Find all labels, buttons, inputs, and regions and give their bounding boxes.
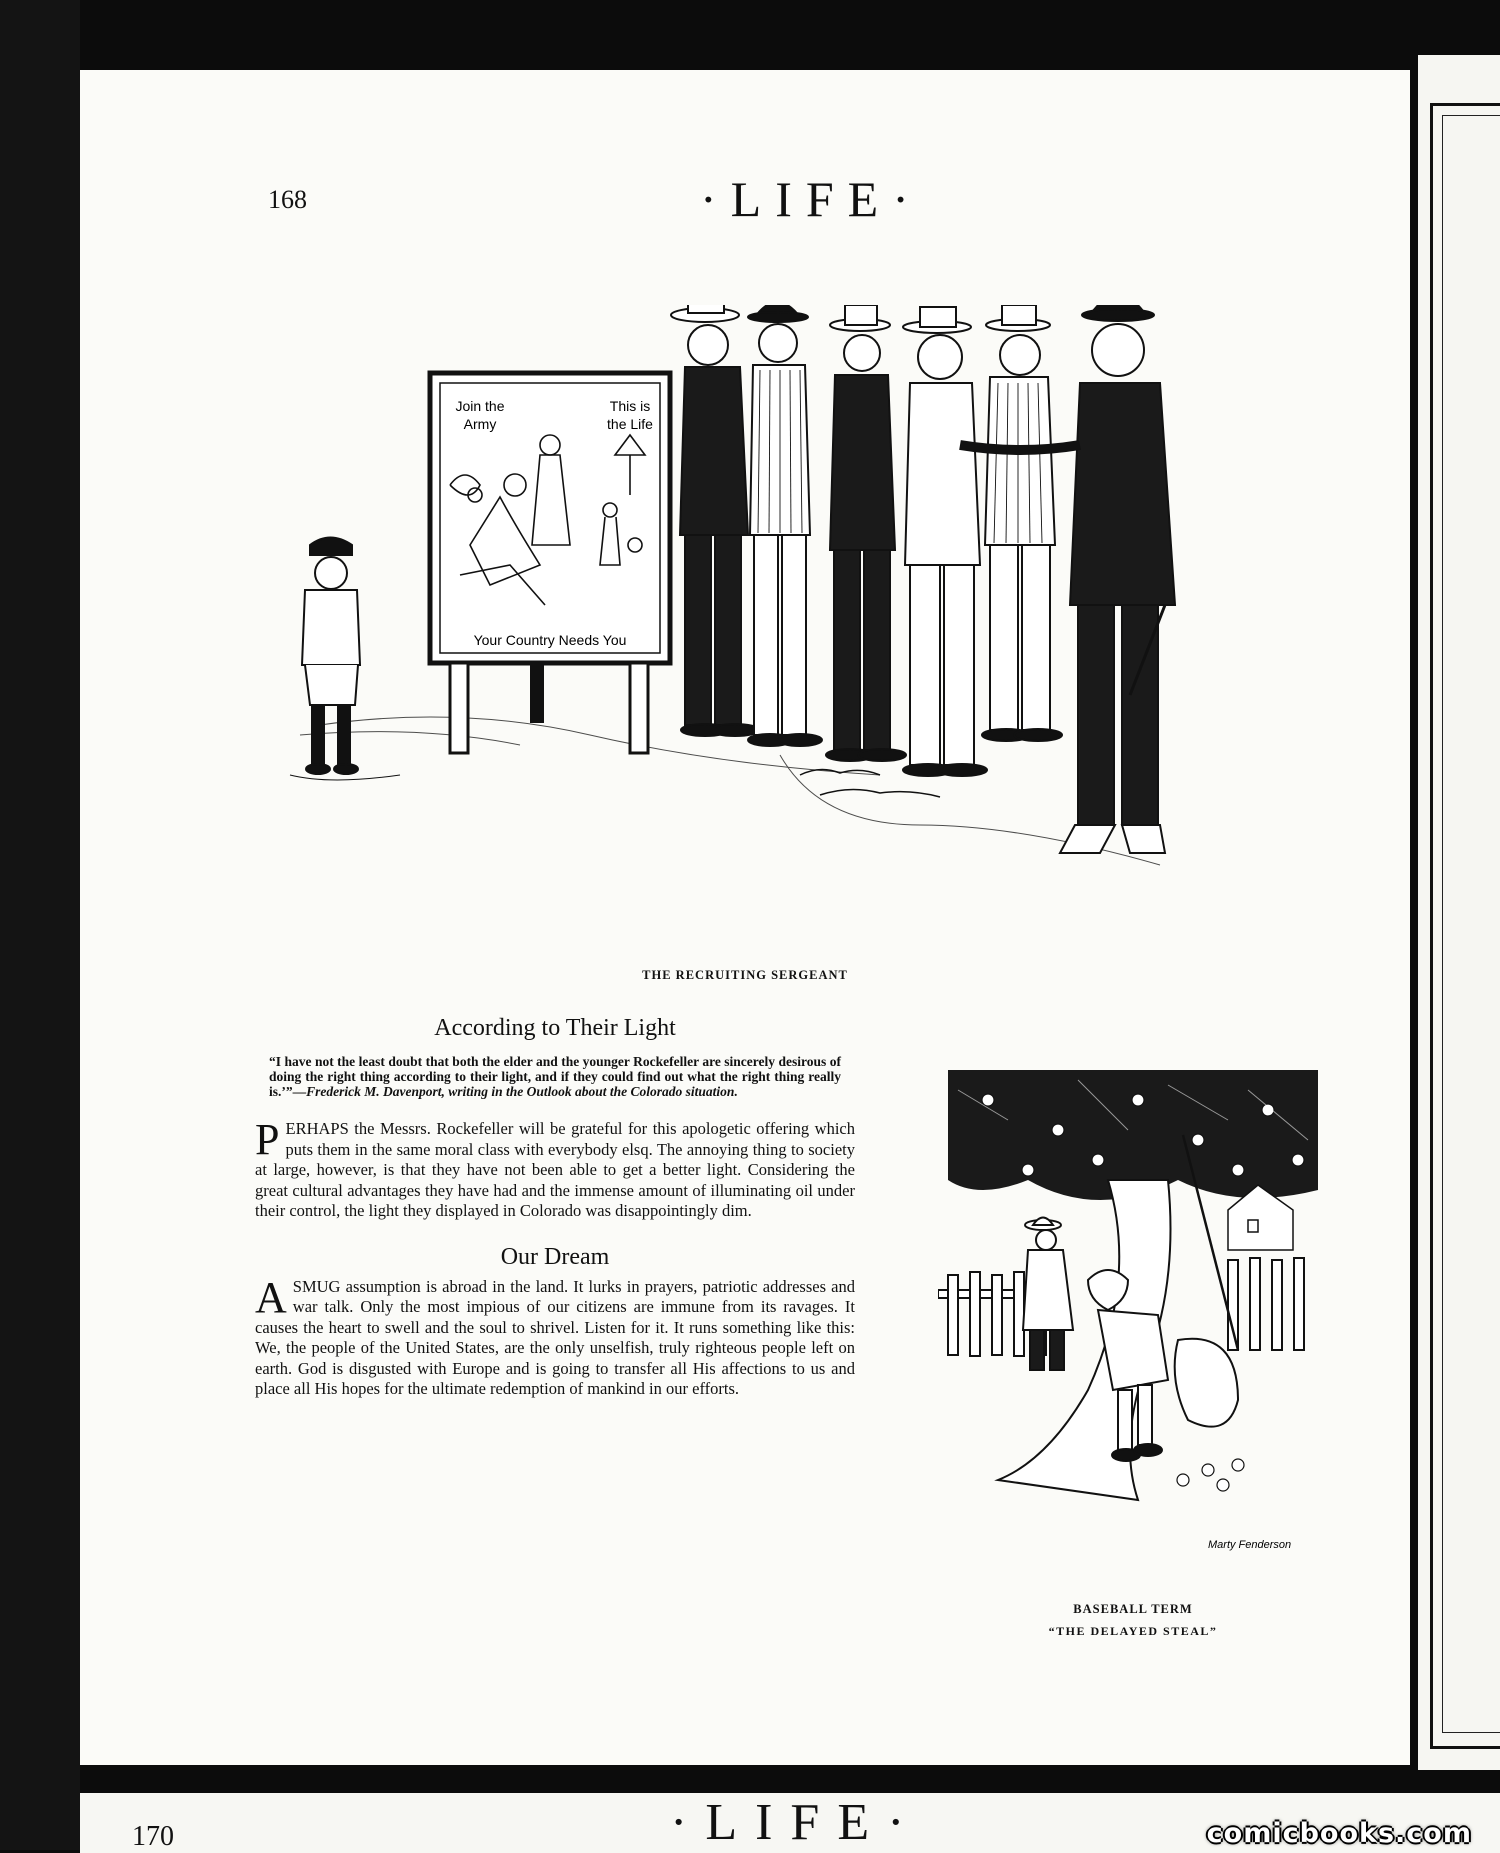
recruiting-poster (430, 373, 670, 753)
man-figure (982, 305, 1062, 741)
next-page-number: 170 (132, 1821, 174, 1852)
farmer-figure (1023, 1218, 1073, 1371)
man-figure (903, 307, 987, 776)
article-body-text: SMUG assumption is abroad in the land. It lurks in prayers, patriotic addresses and war talk. Only the most impious of our citizens are immune from its ravages. It causes the heart to swell and the soul to shrivel. Listen for it. It runs something like this: We, the people of the United States, are the only unselfish, truly righteous people left on earth. God is disgusted with Europe and is going to transfer all His affections to us and place all His hopes for the ultimate redemption of mankind in our efforts. (255, 1276, 855, 1398)
epigraph-attribution: Frederick M. Davenport, writing in the Outlook about the Colorado situation. (306, 1084, 738, 1099)
page-number: 168 (268, 185, 307, 214)
adjacent-page-edge (1418, 55, 1500, 1770)
article-title-according-to-their-light: According to Their Light (434, 1015, 676, 1041)
cartoon-caption-delayed-steal: “THE DELAYED STEAL” (1048, 1624, 1218, 1638)
scan-margin-left (0, 0, 80, 1850)
article-epigraph (269, 1054, 841, 1099)
cartoon-caption-recruiting-sergeant: THE RECRUITING SERGEANT (642, 968, 848, 982)
next-page-masthead: ·LIFE· (670, 1794, 923, 1851)
fallen-apples (1177, 1459, 1244, 1491)
man-figure (748, 305, 822, 746)
article-body-text: ERHAPS the Messrs. Rockefeller will be grateful for this apologetic offering which puts them in the same moral class with everybody elsq. The annoying thing to society at large, however, is that they have not been able to get a better light. Considering the great cultural advantages they have had and the immense amount of illuminating oil under their control, the light they displayed in Colorado was disappointingly dim. (255, 1119, 855, 1220)
article-title-our-dream: Our Dream (500, 1243, 610, 1270)
text-column-left (255, 1015, 855, 1400)
recruiting-sergeant-cartoon (260, 305, 1320, 965)
boy-soldier-figure (290, 538, 400, 781)
poster-text-country: Your Country Needs You (473, 632, 627, 648)
man-figure (671, 305, 759, 736)
man-figure (826, 305, 906, 761)
poster-text-this-is: This is (609, 398, 651, 414)
poster-text-join: Join the (455, 398, 505, 414)
site-watermark: comicbooks.com (1206, 1818, 1472, 1849)
drop-cap: P (255, 1115, 280, 1164)
poster-text-the-life: the Life (607, 416, 653, 432)
cartoon-caption-baseball-term: BASEBALL TERM (1073, 1602, 1193, 1616)
drop-cap: A (255, 1272, 287, 1322)
poster-text-army: Army (463, 416, 497, 432)
article-body-rockefeller (255, 1115, 855, 1222)
artist-signature: Marty Fenderson (1208, 1539, 1292, 1551)
magazine-page (80, 70, 1410, 1765)
article-body-our-dream (255, 1272, 855, 1400)
adjacent-page-inner-frame (1442, 115, 1500, 1733)
masthead: ·LIFE· (700, 171, 923, 227)
men-in-line (671, 305, 1175, 853)
delayed-steal-cartoon (938, 1060, 1328, 1570)
epigraph-quote: “I have not the least doubt that both the elder and the younger Rockefeller are sincerely desirous of doing the right thing according to their light, and if they could find out what the right thing really is.’”— (269, 1054, 841, 1099)
